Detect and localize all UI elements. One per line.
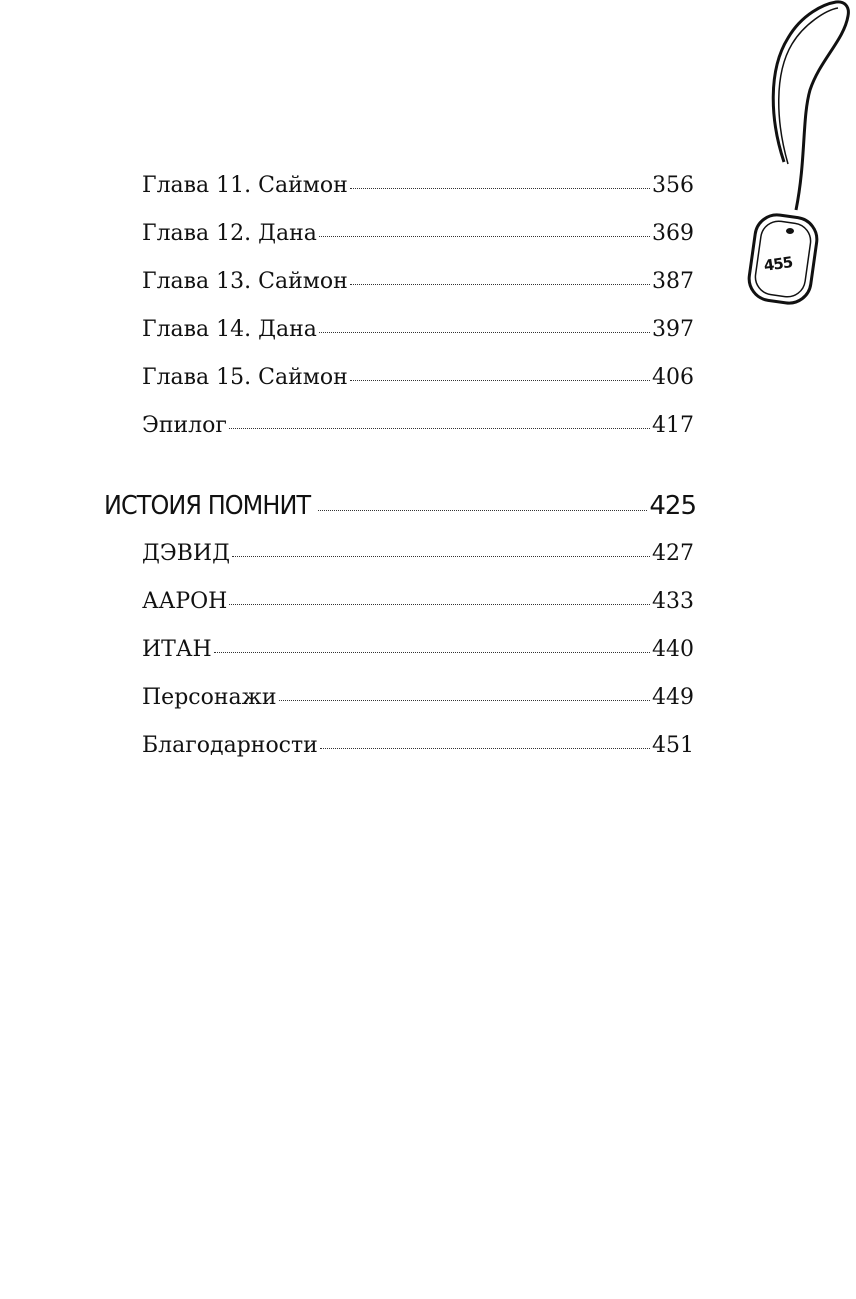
dot-leader: [319, 235, 650, 237]
dot-leader: [279, 699, 650, 701]
toc-entry-label: Глава 12. Дана: [142, 221, 317, 246]
toc-entry-page: 356: [652, 173, 694, 198]
dot-leader: [320, 747, 650, 749]
dot-leader: [350, 379, 650, 381]
toc-entry-page: 451: [652, 733, 694, 758]
toc-entry-label: Глава 11. Саймон: [142, 173, 348, 198]
toc-entry-label: ИТАН: [142, 637, 212, 662]
toc-entry-page: 449: [652, 685, 694, 710]
dot-leader: [350, 187, 650, 189]
dot-leader: [319, 331, 650, 333]
toc-entry[interactable]: [142, 268, 694, 296]
toc-entry[interactable]: [142, 732, 694, 760]
toc-section-label: ИСТОИЯ ПОМНИТ: [104, 491, 311, 521]
toc-entry-label: ДЭВИД: [142, 541, 230, 566]
toc-entry-label: Благодарности: [142, 733, 318, 758]
toc-entry[interactable]: [142, 220, 694, 248]
toc-entry[interactable]: [142, 540, 694, 568]
dog-tag-icon: [740, 0, 856, 310]
toc-entry[interactable]: [142, 172, 694, 200]
toc-entry-page: 369: [652, 221, 694, 246]
toc-entry[interactable]: [142, 412, 694, 440]
toc-entry[interactable]: [142, 364, 694, 392]
dot-leader: [318, 509, 647, 511]
toc-entry-label: Глава 14. Дана: [142, 317, 317, 342]
toc-entry-label: Эпилог: [142, 413, 227, 438]
toc-entry[interactable]: [142, 636, 694, 664]
tag-page-number: 455: [762, 253, 794, 275]
dot-leader: [229, 603, 650, 605]
dot-leader: [214, 651, 650, 653]
toc-entry-page: 433: [652, 589, 694, 614]
toc-entry-page: 397: [652, 317, 694, 342]
dot-leader: [350, 283, 650, 285]
toc-entry-page: 406: [652, 365, 694, 390]
dot-leader: [232, 555, 650, 557]
toc-entry-page: 440: [652, 637, 694, 662]
toc-entry-page: 387: [652, 269, 694, 294]
toc-entry[interactable]: [142, 588, 694, 616]
toc-entry-label: ААРОН: [142, 589, 228, 614]
dot-leader: [229, 427, 650, 429]
toc-entry-label: Глава 15. Саймон: [142, 365, 348, 390]
toc-entry-label: Глава 13. Саймон: [142, 269, 348, 294]
toc-entry[interactable]: [142, 684, 694, 712]
toc-entry-page: 427: [652, 541, 694, 566]
toc-entry-page: 417: [652, 413, 694, 438]
toc-entry-label: Персонажи: [142, 685, 277, 710]
toc-entry[interactable]: [142, 316, 694, 344]
toc-section-page: 425: [649, 491, 696, 521]
toc-section-heading[interactable]: [104, 490, 696, 522]
